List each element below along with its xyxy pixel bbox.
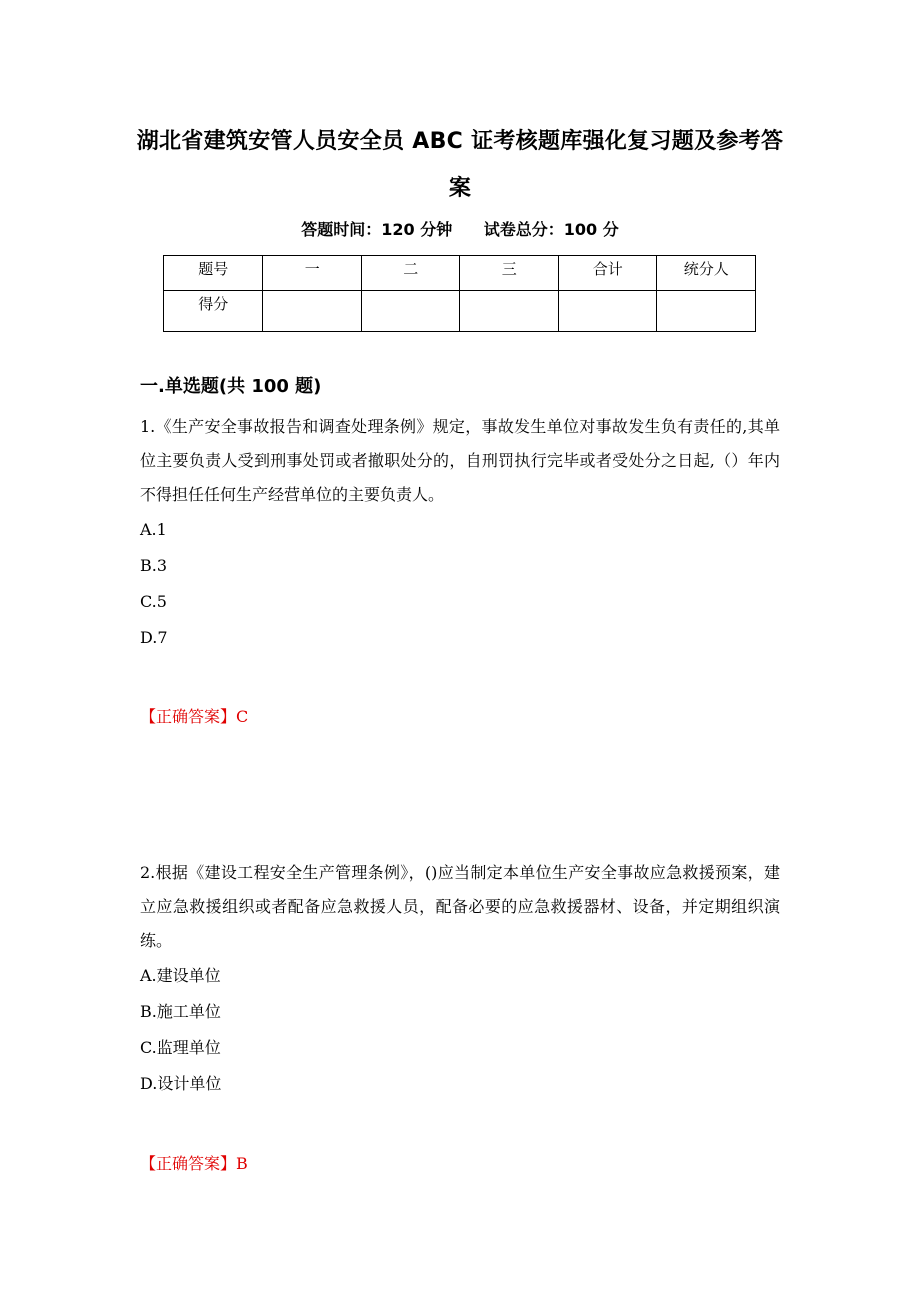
question-option: C.5 [140,592,167,611]
correct-answer: 【正确答案】B [140,1154,248,1173]
exam-total-score: 试卷总分：100 分 [483,220,619,239]
score-table-header-cell: 三 [460,256,559,291]
score-table-header-cell: 题号 [164,256,263,291]
score-table-header-cell: 统分人 [657,256,756,291]
section-heading: 一.单选题(共 100 题) [140,376,322,397]
score-table [163,255,756,332]
score-table-header-cell: 合计 [558,256,657,291]
question-stem: 2.根据《建设工程安全生产管理条例》，()应当制定本单位生产安全事故应急救援预案，建立应急救援组织或者配备应急救援人员，配备必要的应急救援器材、设备，并定期组织演练。 [140,863,780,950]
score-table-cell [460,291,559,332]
question-stem: 1.《生产安全事故报告和调查处理条例》规定，事故发生单位对事故发生负有责任的,其单位主要负责人受到刑事处罚或者撤职处分的，自刑罚执行完毕或者受处分之日起,（）年内不得担任任何生产经营单位的主要负责人。 [140,417,780,504]
score-table-header-row [164,256,756,291]
score-table-cell: 得分 [164,291,263,332]
question-option: D.7 [140,628,168,647]
question-option: D.设计单位 [140,1074,222,1093]
question-option: A.建设单位 [140,966,221,985]
exam-time: 答题时间：120 分钟 [301,220,453,239]
score-table-cell [657,291,756,332]
question-1 [140,410,780,656]
score-table-cell [263,291,362,332]
document-title: 湖北省建筑安管人员安全员 ABC 证考核题库强化复习题及参考答案 [136,129,784,201]
score-table-row [164,291,756,332]
question-option: C.监理单位 [140,1038,221,1057]
score-table-cell [361,291,460,332]
correct-answer: 【正确答案】C [140,707,249,726]
question-option: B.3 [140,556,168,575]
score-table-cell [558,291,657,332]
question-option: A.1 [140,520,167,539]
score-table-header-cell: 一 [263,256,362,291]
score-table-header-cell: 二 [361,256,460,291]
question-2 [140,856,780,1102]
question-option: B.施工单位 [140,1002,221,1021]
exam-meta [0,217,920,240]
